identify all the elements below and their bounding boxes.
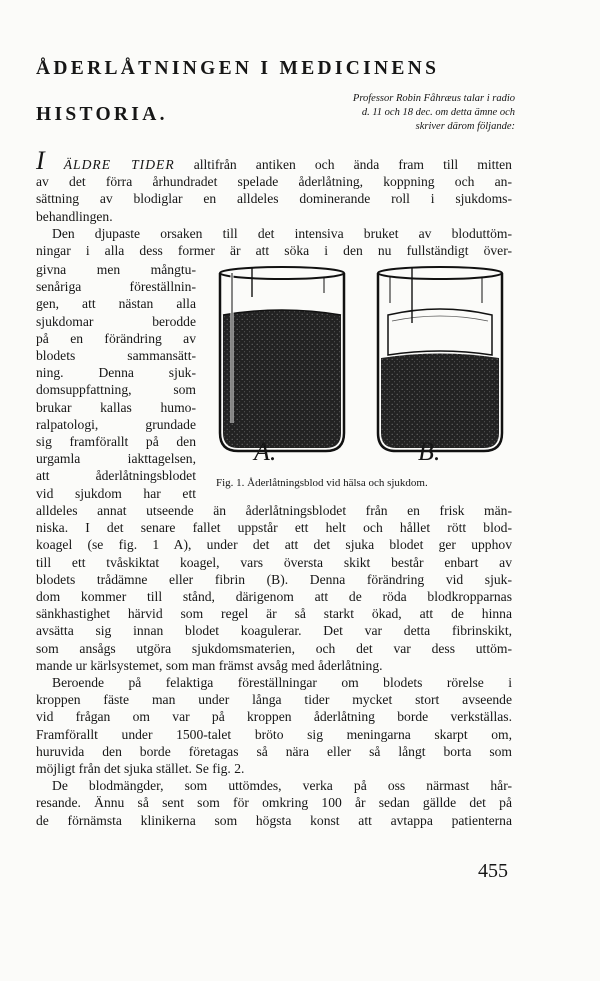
page-number: 455 [478,860,508,882]
text-line: på en förändring av [36,330,196,346]
text-line: alldeles annat utseende än åderlåtningsblodet från en frisk män- [36,503,512,518]
figure-caption: Fig. 1. Åderlåtningsblod vid hälsa och sjukdom. [216,477,428,489]
jar-b [378,267,502,451]
text-line: blodets trådämne eller fibrin (B). Denna förändring vid sjuk- [36,571,512,587]
intro-note [250,92,515,134]
intro-line: d. 11 och 18 dec. om detta ämne och [361,107,515,118]
text-line: urgamla iakttagelsen, [36,451,196,467]
paragraph-2-column [36,261,196,502]
paragraph-1 [36,146,512,259]
text-line: avsätta sig innan blodet koagulerar. Det var detta fibrinskikt, [36,623,512,639]
lead-words: ÄLDRE TIDER [63,157,175,172]
jar-a [220,267,344,451]
text-line: vid sjukdom har ett [36,485,196,501]
article-title-line-2: HISTORIA. [36,104,168,125]
intro-line: skriver därom följande: [415,121,515,132]
text-line: Beroende på felaktiga föreställningar om blodets rörelse i [52,675,512,691]
intro-line: Professor Robin Fåhræus talar i radio [352,93,515,104]
figure-label-b: B. [418,437,441,466]
text-line: att åderlåtningsblodet [36,468,196,484]
text-line: niska. I det senare fallet uppstår ett helt och hållet rött blod- [36,520,512,536]
text-line: De blodmängder, som uttömdes, verka på oss närmast hår- [52,778,512,794]
text-line: sättning av blodiglar en alldeles dominerande roll i sjukdoms- [36,191,512,207]
figure-label-a: A. [254,437,277,466]
text-line: huruvida den borde företagas så nära eller så långt borta som [36,743,512,759]
article-title-line-1: ÅDERLÅTNINGEN I MEDICINENS [36,58,440,79]
text-line: I ÄLDRE TIDER alltifrån antiken och ända fram till mitten [36,146,512,175]
text-line: som ansågs utgöra sjukdomsmaterien, och det var dess uttöm- [36,640,512,656]
text-line: mande ur kärlsystemet, som man främst avsåg med åderlåtning. [36,657,383,673]
text-line: möjligt från det sjuka stället. Se fig. 2. [36,761,245,777]
text-line: ralpatologi, grundade [36,416,196,432]
text-line: kroppen fäste man under långa tider mycket stort avseende [36,692,512,708]
drop-cap: I [36,146,45,175]
figure-1 [206,263,512,493]
text-line: koagel (se fig. 1 A), under det att det sjuka blodet ger upphov [36,537,512,553]
text-line: Framförallt under 1500-talet bröto sig meningarna skarpt om, [36,726,512,742]
text-line: resande. Ännu så sent som för omkring 100 år sedan gällde det på [36,795,512,811]
text-line: ning. Denna sjuk- [36,365,196,381]
text-line: givna men mångtu- [36,262,196,277]
text-line: Den djupaste orsaken till det intensiva bruket av bloduttöm- [52,225,512,241]
text-line: till ett tvåskiktat koagel, vars översta skikt består enbart av [36,554,512,570]
text-line: ningar i alla dess former är att söka i den nu fullständigt över- [36,243,512,259]
blood-jars-illustration [206,263,512,493]
text-line: sig framförallt på den [36,434,196,450]
text-line: sjukdomar berodde [36,313,196,329]
text-line: sänkhastighet härvid som regel är så starkt ökad, att de hinna [36,606,512,622]
text-line: domsuppfattning, som [36,382,196,398]
text-line: de förnämsta klinikerna som högsta konst att avtappa patienterna [36,812,512,828]
text-line: behandlingen. [36,208,113,224]
text-line: blodets sammansätt- [36,348,196,364]
text-line: gen, att nästan alla [36,296,196,312]
text-line: dom kommer till stånd, därigenom att de röda blodkropparnas [36,589,512,605]
text-line: senåriga föreställnin- [36,279,196,295]
text-line: av det förra århundradet spelade åderlåtning, koppning och an- [36,174,512,190]
text-line: brukar kallas humo- [36,399,196,415]
text-line: vid frågan om var på kroppen åderlåtning borde verkställas. [36,709,512,725]
paragraph-2-continued [36,502,512,829]
